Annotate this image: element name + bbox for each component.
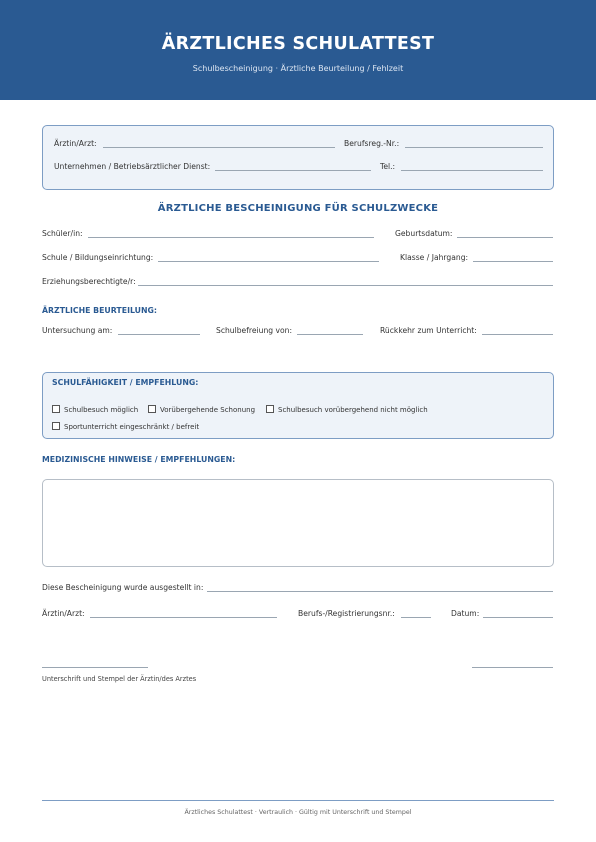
date-label: Datum: (451, 609, 480, 618)
exam-date-field[interactable] (118, 334, 200, 335)
doctor-label: Ärztin/Arzt: (54, 139, 97, 148)
checkbox-attendance-not-possible[interactable] (266, 405, 274, 413)
checkbox-sport-restricted[interactable] (52, 422, 60, 430)
exam-date-label: Untersuchung am: (42, 326, 113, 335)
guardian-label: Erziehungsberechtigte/r: (42, 277, 136, 286)
student-label: Schüler/in: (42, 229, 83, 238)
return-field[interactable] (482, 334, 553, 335)
issuing-doctor-field[interactable] (90, 617, 277, 618)
reg-number-field[interactable] (405, 147, 543, 148)
school-field[interactable] (158, 261, 379, 262)
document-subtitle: Schulbescheinigung · Ärztliche Beurteilung / Fehlzeit (192, 64, 404, 73)
issuing-doctor-label: Ärztin/Arzt: (42, 609, 85, 618)
footer-divider (42, 800, 554, 801)
registration-field[interactable] (401, 617, 431, 618)
checkbox-temporary-rest[interactable] (148, 405, 156, 413)
issued-in-field[interactable] (207, 591, 553, 592)
class-field[interactable] (473, 261, 553, 262)
document-header (0, 0, 596, 100)
phone-label: Tel.: (380, 162, 396, 171)
document-title: ÄRZTLICHES SCHULATTEST (161, 34, 435, 54)
stamp-line[interactable] (472, 667, 553, 668)
date-field[interactable] (483, 617, 553, 618)
return-label: Rückkehr zum Unterricht: (380, 326, 477, 335)
dob-field[interactable] (457, 237, 553, 238)
option-sport-restricted: Sportunterricht eingeschränkt / befreit (64, 423, 200, 431)
school-label: Schule / Bildungseinrichtung: (42, 253, 154, 262)
class-label: Klasse / Jahrgang: (400, 253, 469, 262)
guardian-field[interactable] (138, 285, 553, 286)
doctor-info-box (42, 125, 554, 190)
assessment-heading: ÄRZTLICHE BEURTEILUNG: (42, 306, 158, 315)
option-attendance-possible: Schulbesuch möglich (64, 406, 139, 414)
phone-field[interactable] (401, 170, 543, 171)
notes-heading: MEDIZINISCHE HINWEISE / EMPFEHLUNGEN: (42, 455, 236, 464)
signature-caption: Unterschrift und Stempel der Ärztin/des Arztes (42, 675, 197, 683)
exemption-label: Schulbefreiung von: (216, 326, 293, 335)
option-temporary-rest: Vorübergehende Schonung (160, 406, 256, 414)
exemption-field[interactable] (297, 334, 363, 335)
company-label: Unternehmen / Betriebsärztlicher Dienst: (54, 162, 211, 171)
section-title: ÄRZTLICHE BESCHEINIGUNG FÜR SCHULZWECKE (157, 203, 439, 214)
checkbox-attendance-possible[interactable] (52, 405, 60, 413)
recommendation-heading: SCHULFÄHIGKEIT / EMPFEHLUNG: (52, 378, 199, 387)
doctor-field[interactable] (103, 147, 335, 148)
student-field[interactable] (88, 237, 374, 238)
signature-line[interactable] (42, 667, 148, 668)
reg-number-label: Berufsreg.-Nr.: (344, 139, 400, 148)
medical-notes-textarea[interactable] (42, 479, 554, 567)
registration-label: Berufs-/Registrierungsnr.: (298, 609, 395, 618)
dob-label: Geburtsdatum: (395, 229, 453, 238)
option-attendance-not-possible: Schulbesuch vorübergehend nicht möglich (278, 406, 428, 414)
footer-text: Ärztliches Schulattest · Vertraulich · Gültig mit Unterschrift und Stempel (184, 809, 412, 816)
issued-in-label: Diese Bescheinigung wurde ausgestellt in: (42, 583, 204, 592)
company-field[interactable] (215, 170, 371, 171)
